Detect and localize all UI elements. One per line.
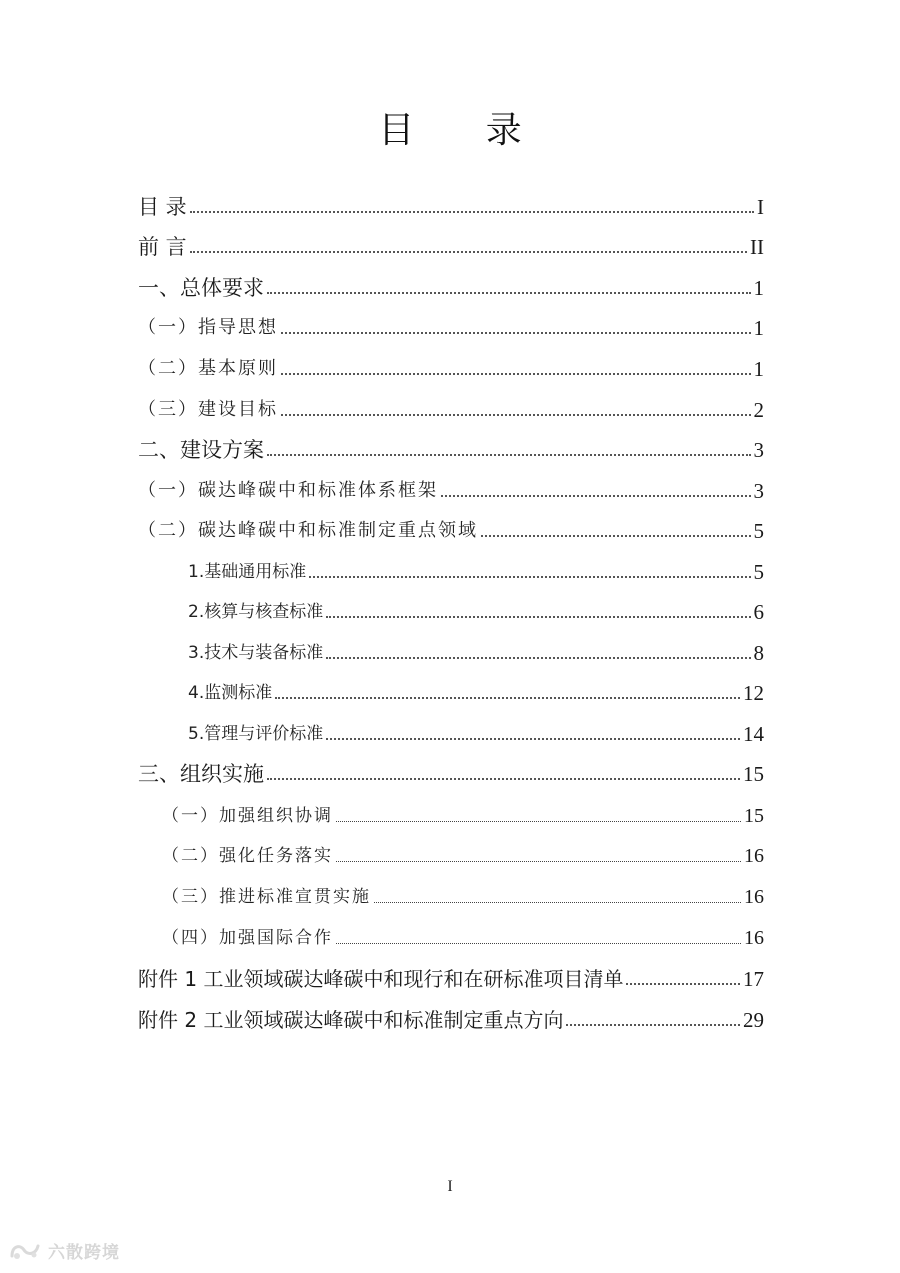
toc-entry-page: 1 xyxy=(753,357,764,381)
toc-leader-dots xyxy=(190,251,747,253)
toc-leader-dots xyxy=(336,821,741,822)
toc-entry[interactable] xyxy=(188,555,764,587)
toc-entry-label: 三、组织实施 xyxy=(138,762,264,786)
toc-leader-dots xyxy=(267,292,751,294)
toc-leader-dots xyxy=(626,983,740,985)
toc-entry-page: 1 xyxy=(753,276,764,300)
toc-entry-label: 一、总体要求 xyxy=(138,276,264,300)
toc-leader-dots xyxy=(281,414,751,416)
toc-entry-page: 17 xyxy=(743,967,764,991)
toc-leader-dots xyxy=(281,332,751,334)
page-number: I xyxy=(447,1178,453,1195)
toc-entry-page: II xyxy=(750,235,764,259)
toc-leader-dots xyxy=(326,616,750,618)
toc-entry[interactable] xyxy=(162,799,764,831)
toc-entry-page: 5 xyxy=(753,560,764,584)
toc-leader-dots xyxy=(374,902,741,903)
toc-leader-dots xyxy=(309,576,750,578)
watermark-text: 六散跨境 xyxy=(48,1243,120,1263)
toc-entry-page: 6 xyxy=(753,600,764,624)
toc-entry-label: 附件 2 工业领域碳达峰碳中和标准制定重点方向 xyxy=(138,1008,564,1032)
toc-entry-page: 16 xyxy=(744,927,764,949)
toc-leader-dots xyxy=(267,454,751,456)
toc-entry-label: （二）基本原则 xyxy=(138,358,278,379)
toc-entry-page: 16 xyxy=(744,845,764,867)
toc-leader-dots xyxy=(566,1024,740,1026)
toc-entry-label: 3.技术与装备标准 xyxy=(188,643,324,663)
toc-entry-page: 29 xyxy=(743,1008,764,1032)
toc-entry-page: 8 xyxy=(753,641,764,665)
toc-entry-page: 3 xyxy=(753,438,764,462)
toc-entry-label: （一）指导思想 xyxy=(138,317,278,338)
toc-entry-page: I xyxy=(757,195,764,219)
toc-entry-page: 15 xyxy=(743,762,764,786)
toc-entry-page: 12 xyxy=(743,681,764,705)
toc-entry-label: 4.监测标准 xyxy=(188,683,273,703)
toc-entry[interactable] xyxy=(138,1003,764,1035)
toc-leader-dots xyxy=(326,738,740,740)
toc-entry-page: 2 xyxy=(753,398,764,422)
toc-leader-dots xyxy=(275,697,740,699)
toc-entry[interactable] xyxy=(138,757,764,789)
toc-entry-label: （三）推进标准宣贯实施 xyxy=(162,887,371,907)
toc-leader-dots xyxy=(326,657,750,659)
toc-entry[interactable] xyxy=(138,230,764,262)
toc-entry[interactable] xyxy=(188,717,764,749)
toc-entry[interactable] xyxy=(188,676,764,708)
toc-entry-page: 14 xyxy=(743,722,764,746)
toc-entry[interactable] xyxy=(138,962,764,994)
watermark-logo-icon xyxy=(8,1240,42,1262)
toc-leader-dots xyxy=(336,861,741,862)
toc-entry-label: 二、建设方案 xyxy=(138,438,264,462)
toc-entry[interactable] xyxy=(138,433,764,465)
toc-leader-dots xyxy=(190,211,754,213)
toc-entry-label: （一）加强组织协调 xyxy=(162,806,333,826)
page-title: 目 录 xyxy=(378,110,552,151)
toc-entry[interactable] xyxy=(188,636,764,668)
toc-entry-label: （一）碳达峰碳中和标准体系框架 xyxy=(138,480,438,501)
toc-entry-label: （二）碳达峰碳中和标准制定重点领域 xyxy=(138,520,478,541)
toc-entry-label: 2.核算与核查标准 xyxy=(188,602,324,622)
toc-entry[interactable] xyxy=(138,393,764,425)
toc-entry-label: 附件 1 工业领域碳达峰碳中和现行和在研标准项目清单 xyxy=(138,967,624,991)
toc-entry-label: （四）加强国际合作 xyxy=(162,928,333,948)
toc-leader-dots xyxy=(267,778,740,780)
toc-entry-label: 5.管理与评价标准 xyxy=(188,724,324,744)
toc-leader-dots xyxy=(441,495,751,497)
toc-entry-page: 16 xyxy=(744,886,764,908)
watermark xyxy=(8,1238,120,1263)
toc-entry-page: 5 xyxy=(753,519,764,543)
toc-leader-dots xyxy=(281,373,751,375)
toc-entry[interactable] xyxy=(138,474,764,506)
toc-entry-label: （二）强化任务落实 xyxy=(162,846,333,866)
toc-entry[interactable] xyxy=(138,190,764,222)
toc-entry[interactable] xyxy=(138,271,764,303)
toc-entry-page: 15 xyxy=(744,805,764,827)
toc-entry[interactable] xyxy=(162,921,764,953)
toc-entry-page: 1 xyxy=(753,316,764,340)
toc-entry-label: 1.基础通用标准 xyxy=(188,562,307,582)
toc-entry[interactable] xyxy=(162,839,764,871)
toc-entry[interactable] xyxy=(188,595,764,627)
toc-entry-label: （三）建设目标 xyxy=(138,399,278,420)
toc-leader-dots xyxy=(336,943,741,944)
toc-entry[interactable] xyxy=(138,352,764,384)
toc-leader-dots xyxy=(481,535,751,537)
toc-entry[interactable] xyxy=(138,311,764,343)
toc-entry-label: 前 言 xyxy=(138,235,187,259)
toc-entry-label: 目 录 xyxy=(138,195,187,219)
toc-entry[interactable] xyxy=(138,514,764,546)
toc-entry-page: 3 xyxy=(753,479,764,503)
toc-entry[interactable] xyxy=(162,880,764,912)
